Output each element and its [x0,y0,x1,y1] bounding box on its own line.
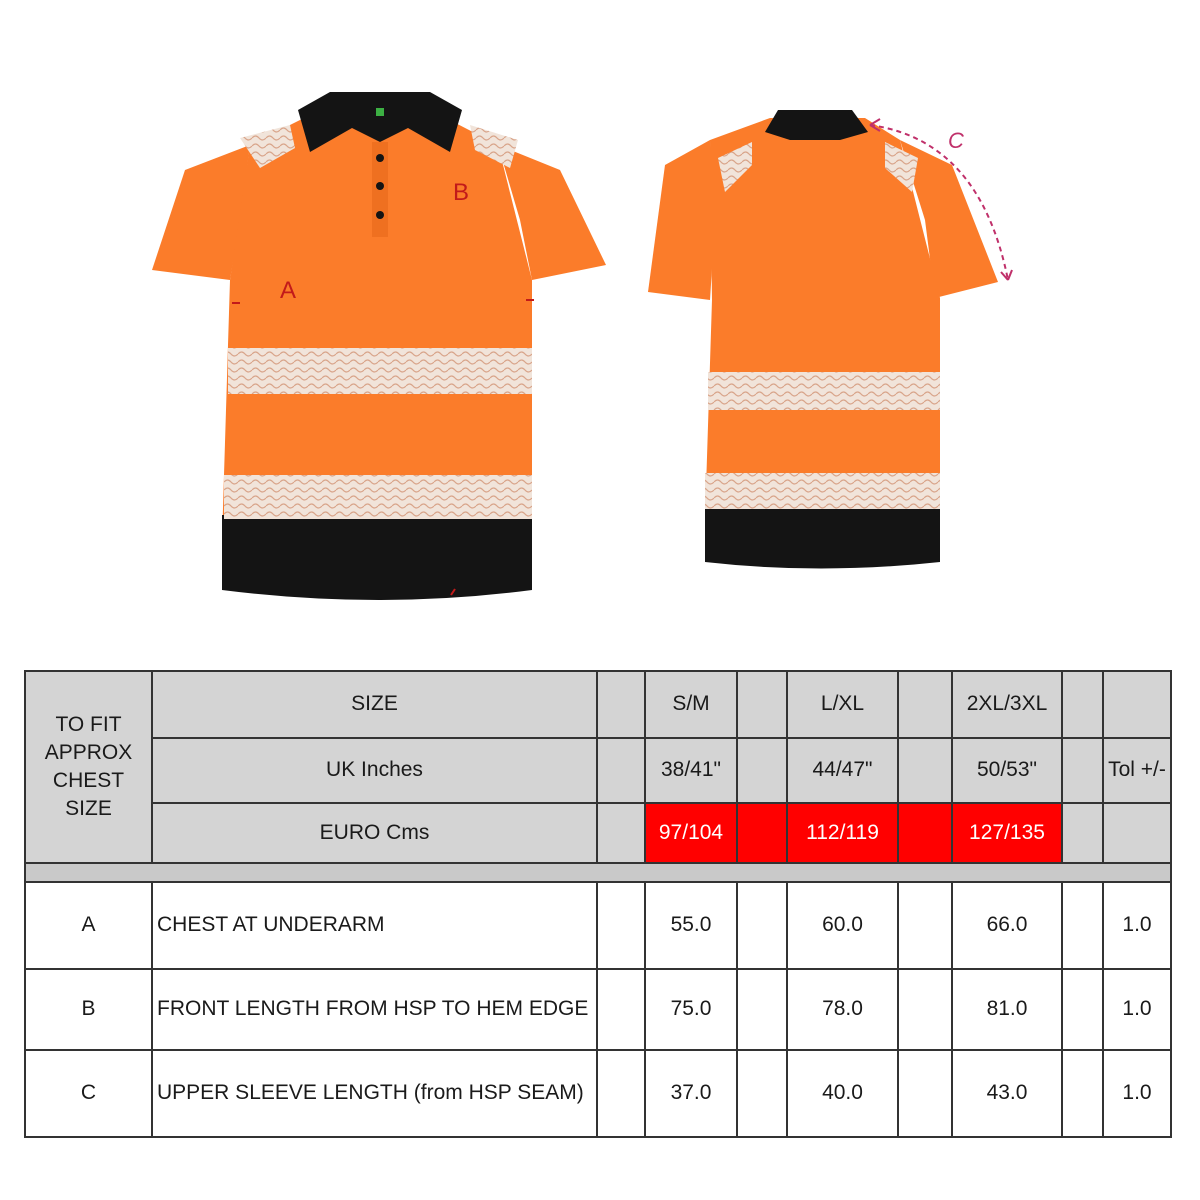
euro-label: EURO Cms [152,803,597,864]
back-left-sleeve [648,140,715,300]
measure-row-b [25,969,1171,1050]
size-l-xl: L/XL [787,671,898,738]
back-collar [765,110,868,140]
row-value-2xl-3xl: 43.0 [952,1050,1062,1137]
front-hem-band [222,515,532,600]
euro-2xl-3xl: 127/135 [952,803,1062,864]
back-lower-stripe [705,473,940,509]
size-row [25,671,1171,738]
separator-row [25,863,1171,881]
back-hem-band [705,507,940,569]
front-upper-stripe [228,348,532,394]
measure-row-a [25,882,1171,969]
row-value-l-xl: 78.0 [787,969,898,1050]
marker-c: C [948,128,964,153]
row-value-s-m: 55.0 [645,882,737,969]
uk-s-m: 38/41" [645,738,737,803]
row-code: B [25,969,152,1050]
front-shirt [152,92,606,600]
back-upper-stripe [708,372,940,410]
size-s-m: S/M [645,671,737,738]
row-desc: CHEST AT UNDERARM [152,882,597,969]
size-2xl-3xl: 2XL/3XL [952,671,1062,738]
size-label: SIZE [152,671,597,738]
back-shirt [648,110,1012,569]
euro-l-xl: 112/119 [787,803,898,864]
row-tol: 1.0 [1103,882,1171,969]
label-tab [376,108,384,116]
row-desc: UPPER SLEEVE LENGTH (from HSP SEAM) [152,1050,597,1137]
uk-label: UK Inches [152,738,597,803]
uk-2xl-3xl: 50/53" [952,738,1062,803]
row-value-2xl-3xl: 66.0 [952,882,1062,969]
tol-label: Tol +/- [1103,738,1171,803]
uk-row [25,738,1171,803]
garment-illustration [140,70,1060,630]
row-desc: FRONT LENGTH FROM HSP TO HEM EDGE [152,969,597,1050]
row-value-2xl-3xl: 81.0 [952,969,1062,1050]
row-code: A [25,882,152,969]
euro-s-m: 97/104 [645,803,737,864]
fit-label-cell [25,671,152,863]
row-value-s-m: 75.0 [645,969,737,1050]
button-3 [376,211,384,219]
euro-row [25,803,1171,864]
marker-a: A [280,277,297,304]
row-value-l-xl: 60.0 [787,882,898,969]
button-2 [376,182,384,190]
size-chart-table [24,670,1172,1138]
polo-shirt-drawings [140,70,1060,630]
row-code: C [25,1050,152,1137]
marker-b: B [453,179,470,206]
row-tol: 1.0 [1103,969,1171,1050]
uk-l-xl: 44/47" [787,738,898,803]
row-tol: 1.0 [1103,1050,1171,1137]
row-value-l-xl: 40.0 [787,1050,898,1137]
front-lower-stripe [224,475,532,519]
row-value-s-m: 37.0 [645,1050,737,1137]
measure-row-c [25,1050,1171,1137]
button-1 [376,154,384,162]
fit-label: TO FIT APPROX CHEST SIZE [44,713,133,821]
